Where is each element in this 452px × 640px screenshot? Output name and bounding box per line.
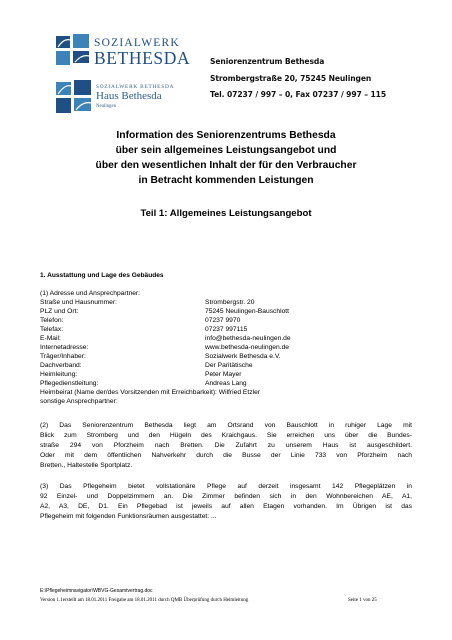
paragraph-line: (2) Das Seniorenzentrum Bethesda liegt am Ortsrand von Bauschlott in ruhiger Lage mit — [40, 422, 412, 429]
paragraph-line: (3) Das Pflegeheim bietet vollstationäre Pflege auf derzeit insgesamt 142 Pflegeplätzen in — [40, 483, 412, 490]
sonstige-line: sonstige Ansprechpartner: — [40, 398, 118, 405]
logo2-line2: Haus Bethesda — [96, 90, 162, 102]
title-line: in Betracht kommenden Leistungen — [138, 175, 314, 186]
address-phone: Tel. 07237 / 997 – 0, Fax 07237 / 997 – 115 — [210, 90, 387, 99]
haus-bethesda-logo — [56, 80, 196, 116]
info-label: Pflegedienstleitung: — [40, 380, 99, 387]
address-name: Seniorenzentrum Bethesda — [210, 57, 325, 66]
info-value: Peter Mayer — [205, 371, 242, 378]
logo2-line1: SOZIALWERK BETHESDA — [96, 84, 175, 90]
subsection-heading: (1) Adresse und Ansprechpartner: — [40, 290, 140, 297]
paragraph-line: Oder mit dem öffentlichen Nahverkehr durch die Busse der Linie 733 von Pforzheim nach — [40, 452, 412, 459]
info-value: 07237 9970 — [205, 317, 241, 324]
paragraph-3 — [40, 482, 412, 522]
footer-version: Version 1.1erstellt am 18.01.2011 Freigabe am 18.01.2011 durch QMB Überprüfung durch Heimleitung — [40, 598, 249, 603]
info-value: info@bethesda-neulingen.de — [205, 335, 291, 342]
info-label: E-Mail: — [40, 335, 61, 342]
info-label: Straße und Hausnummer: — [40, 299, 117, 306]
paragraph-line: A2, A3, DE, D1. Ein Pflegebad ist jeweils auf allen Etagen vorhanden. Im Übrigen ist das — [40, 503, 412, 510]
info-value: Strombergstr. 20 — [205, 299, 255, 306]
info-value: 75245 Neulingen-Bauschlott — [205, 308, 290, 315]
logo2-line3: Neulingen — [96, 104, 116, 109]
info-label: Träger/Inhaber: — [40, 353, 86, 360]
document-subtitle: Teil 1: Allgemeines Leistungsangebot — [140, 208, 312, 219]
title-line: Information des Seniorenzentrums Bethesda — [116, 130, 336, 141]
footer-page-number: Seite 1 von 25 — [348, 598, 377, 603]
section-heading: 1. Ausstattung und Lage des Gebäudes — [40, 272, 164, 279]
cross-logo-icon — [56, 34, 90, 66]
address-street: Strombergstraße 20, 75245 Neulingen — [210, 74, 372, 83]
paragraph-line: Pflegeheim mit folgenden Funktionsräumen ausgestattet: ... — [40, 513, 217, 520]
paragraph-2 — [40, 421, 412, 471]
heimbeirat-line: Heimbeirat (Name der/des Vorsitzenden mit Erreichbarkeit): Wilfried Etzler — [40, 389, 261, 396]
logo1-line2: BETHESDA — [94, 48, 191, 68]
cross-logo-icon — [56, 80, 92, 114]
paragraph-line: Bretten., Haltestelle Sportplatz. — [40, 462, 133, 469]
info-label: Internetadresse: — [40, 344, 89, 351]
info-label: PLZ und Ort: — [40, 308, 79, 315]
info-value: Sozialwerk Bethesda e.V. — [205, 353, 281, 360]
info-value: Der Paritätische — [205, 362, 253, 369]
paragraph-line: straße 294 von Pforzheim nach Bretten. Die Zufahrt zu unserem Haus ist ausgeschildert. — [40, 442, 412, 449]
info-label: Telefax: — [40, 326, 64, 333]
sozialwerk-bethesda-logo — [56, 34, 196, 68]
info-label: Heimleitung: — [40, 371, 78, 378]
info-value: 07237 997115 — [205, 326, 248, 333]
info-value: Andreas Lang — [205, 380, 247, 387]
title-line: über den wesentlichen Inhalt der für den Verbraucher — [95, 160, 357, 171]
title-line: über sein allgemeines Leistungsangebot und — [115, 145, 337, 156]
footer-file-path: E:\Pflegeheimnavigator\WBVG-Gesamtvertrag.doc — [40, 588, 153, 594]
paragraph-line: Blick zum Stromberg und den Hügeln des Kraichgaus. Sie erreichen uns über die Bundes- — [40, 432, 412, 439]
info-value: www.bethesda-neulingen.de — [205, 344, 290, 351]
info-label: Telefon: — [40, 317, 64, 324]
info-label: Dachverband: — [40, 362, 82, 369]
document-title — [40, 128, 412, 188]
paragraph-line: 92 Einzel- und Doppelzimmern an. Die Zimmer befinden sich in den Wohnbereichen AE, A1, — [40, 493, 412, 500]
logo1-line1: SOZIALWERK — [94, 37, 180, 49]
